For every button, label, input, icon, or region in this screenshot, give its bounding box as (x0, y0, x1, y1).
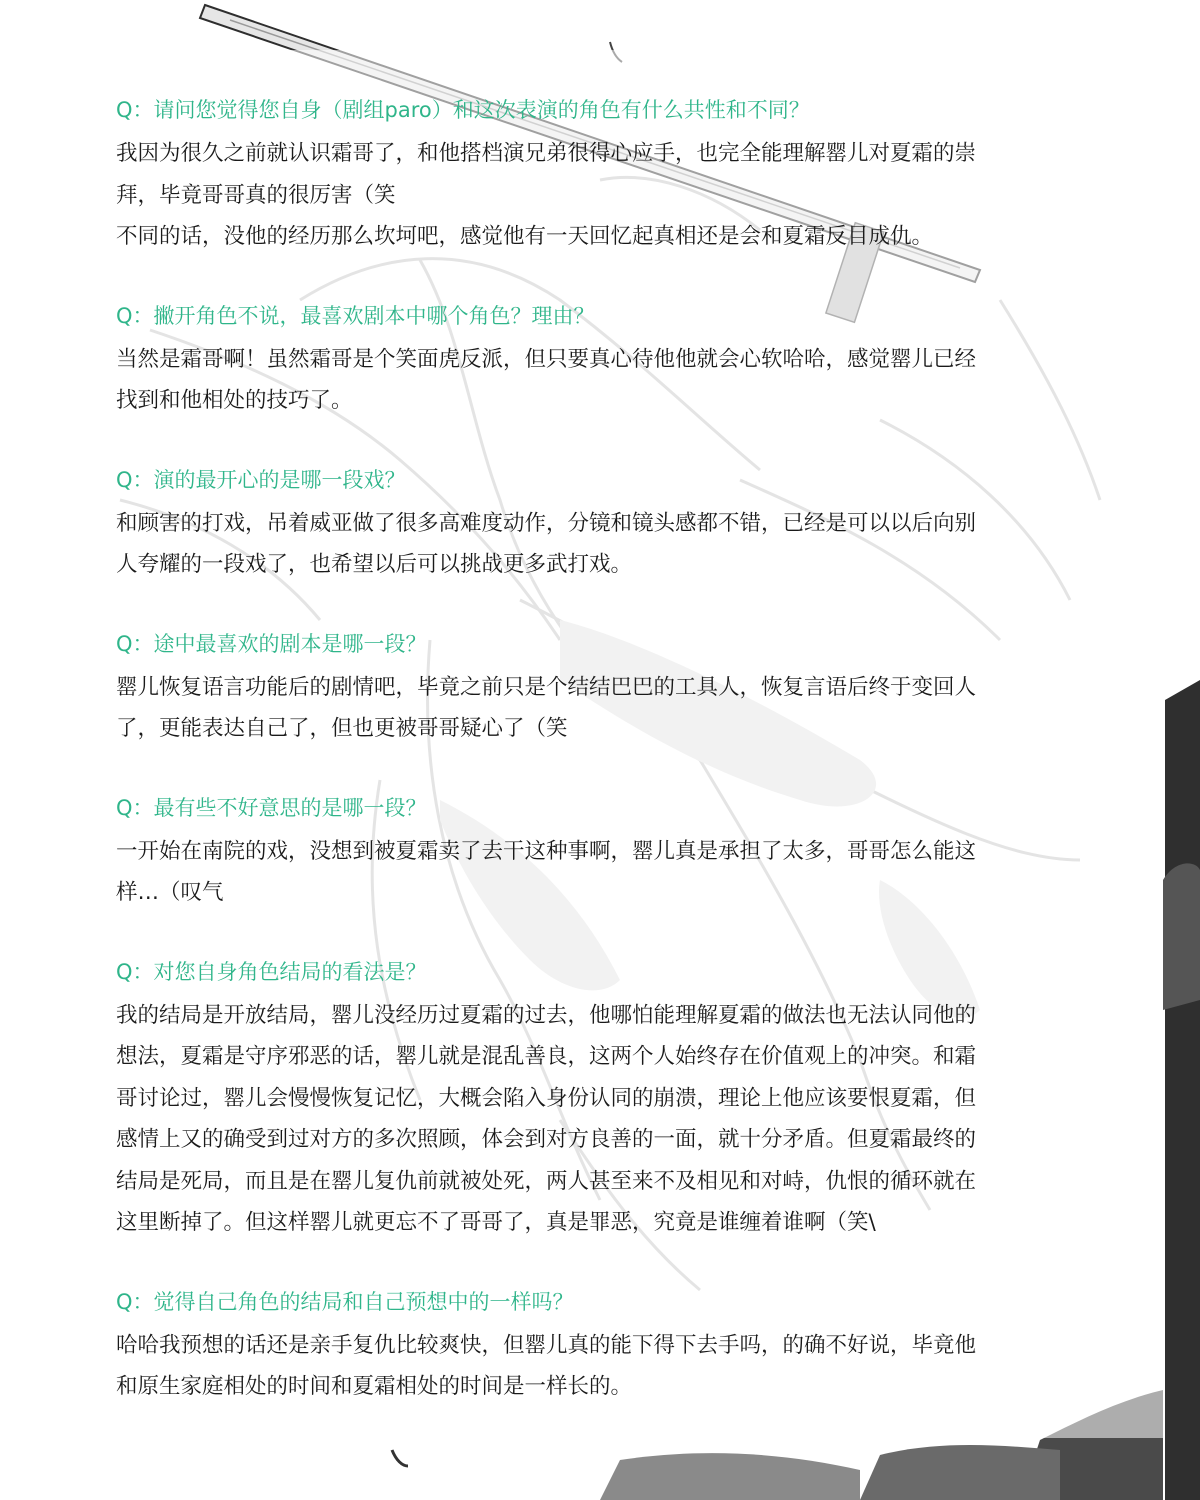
answer-text (116, 1325, 1116, 1408)
question-text: Q：觉得自己角色的结局和自己预想中的一样吗？ (116, 1289, 574, 1314)
answer-line: 找到和他相处的技巧了。 (116, 388, 353, 413)
answer-line: 哈哈我预想的话还是亲手复仇比较爽快，但罂儿真的能下得下去手吗，的确不好说，毕竟他 (116, 1332, 977, 1358)
answer-line: 当然是霜哥啊！虽然霜哥是个笑面虎反派，但只要真心待他他就会心软哈哈，感觉罂儿已经 (116, 346, 977, 372)
answer-text (116, 831, 1116, 914)
question-text: Q：对您自身角色结局的看法是？ (116, 959, 427, 984)
qa-item (116, 93, 1116, 258)
answer-line: 和原生家庭相处的时间和夏霜相处的时间是一样长的。 (116, 1374, 633, 1399)
answer-line: 拜，毕竟哥哥真的很厉害（笑 (116, 182, 396, 208)
question-text: Q：请问您觉得您自身（剧组paro）和这次表演的角色有什么共性和不同？ (116, 98, 810, 122)
answer-line: 哥讨论过，罂儿会慢慢恢复记忆，大概会陷入身份认同的崩溃，理论上他应该要恨夏霜，但 (116, 1085, 977, 1111)
answer-line: 感情上又的确受到过对方的多次照顾，体会到对方良善的一面，就十分矛盾。但夏霜最终的 (116, 1127, 977, 1152)
answer-line: 想法，夏霜是守序邪恶的话，罂儿就是混乱善良，这两个人始终存在价值观上的冲突。和霜 (116, 1044, 977, 1069)
answer-text (116, 133, 1116, 258)
answer-text (116, 667, 1116, 750)
answer-line: 一开始在南院的戏，没想到被夏霜卖了去干这种事啊，罂儿真是承担了太多，哥哥怎么能这 (116, 838, 977, 864)
qa-item (116, 791, 1116, 914)
qa-item (116, 299, 1116, 422)
answer-line: 罂儿恢复语言功能后的剧情吧，毕竟之前只是个结结巴巴的工具人，恢复言语后终于变回人 (116, 674, 977, 700)
question-text: Q：途中最喜欢的剧本是哪一段？ (116, 631, 427, 656)
answer-line: 我因为很久之前就认识霜哥了，和他搭档演兄弟很得心应手，也完全能理解罂儿对夏霜的崇 (116, 141, 977, 166)
answer-line: 人夸耀的一段戏了，也希望以后可以挑战更多武打戏。 (116, 552, 633, 577)
question-text: Q：演的最开心的是哪一段戏？ (116, 467, 406, 492)
answer-text (116, 995, 1116, 1244)
answer-text (116, 503, 1116, 586)
answer-line: 这里断掉了。但这样罂儿就更忘不了哥哥了，真是罪恶，究竟是谁缠着谁啊（笑\ (116, 1210, 876, 1235)
qa-item (116, 627, 1116, 750)
qa-item (116, 955, 1116, 1244)
answer-line: 样…（叹气 (116, 880, 224, 905)
answer-line: 结局是死局，而且是在罂儿复仇前就被处死，两人甚至来不及相见和对峙，仇恨的循环就在 (116, 1168, 977, 1194)
qa-item (116, 463, 1116, 586)
answer-line: 我的结局是开放结局，罂儿没经历过夏霜的过去，他哪怕能理解夏霜的做法也无法认同他的 (116, 1002, 977, 1028)
question-text: Q：撇开角色不说，最喜欢剧本中哪个角色？理由？ (116, 303, 595, 328)
answer-line: 和顾害的打戏，吊着威亚做了很多高难度动作，分镜和镜头感都不错，已经是可以以后向别 (116, 510, 977, 536)
answer-line: 了，更能表达自己了，但也更被哥哥疑心了（笑 (116, 716, 568, 741)
answer-line: 不同的话，没他的经历那么坎坷吧，感觉他有一天回忆起真相还是会和夏霜反目成仇。 (116, 224, 934, 249)
qa-item (116, 1285, 1116, 1408)
answer-text (116, 339, 1116, 422)
question-text: Q：最有些不好意思的是哪一段？ (116, 795, 427, 820)
interview-content (116, 93, 1116, 1449)
